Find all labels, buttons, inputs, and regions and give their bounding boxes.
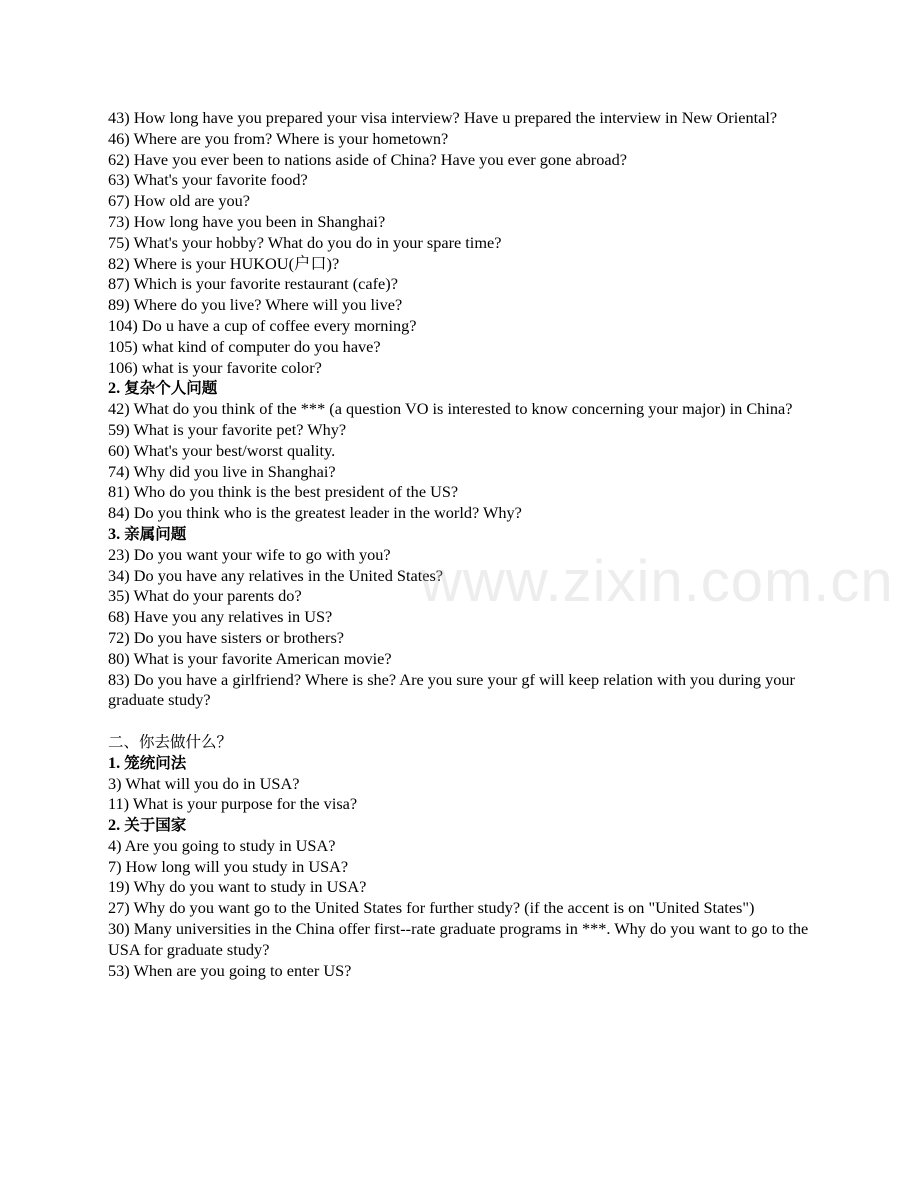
question-line: 63) What's your favorite food? [108, 170, 308, 190]
question-line: 11) What is your purpose for the visa? [108, 794, 358, 814]
question-line: 75) What's your hobby? What do you do in your spare time? [108, 232, 502, 252]
question-line: 60) What's your best/worst quality. [108, 440, 336, 460]
question-line: 74) Why did you live in Shanghai? [108, 461, 336, 481]
question-line: 4) Are you going to study in USA? [108, 835, 336, 855]
question-line: 67) How old are you? [108, 191, 250, 211]
question-line: 7) How long will you study in USA? [108, 856, 349, 876]
subheading-country [108, 815, 820, 836]
question-line: 3) What will you do in USA? [108, 773, 300, 793]
question-list-country [108, 836, 820, 982]
question-line: 87) Which is your favorite restaurant (cafe)? [108, 274, 398, 294]
question-line: 72) Do you have sisters or brothers? [108, 627, 345, 647]
subheading-number: 1. [108, 752, 125, 772]
question-line: 104) Do u have a cup of coffee every morning? [108, 315, 417, 335]
question-line: 46) Where are you from? Where is your hometown? [108, 128, 449, 148]
subheading-text: 笼统问法 [124, 753, 187, 772]
question-line: 80) What is your favorite American movie? [108, 648, 392, 668]
subheading-relatives [108, 524, 820, 545]
subheading-general [108, 753, 820, 774]
question-line: 23) Do you want your wife to go with you? [108, 544, 391, 564]
document-page [108, 108, 820, 981]
question-line: 73) How long have you been in Shanghai? [108, 211, 386, 231]
question-line: 42) What do you think of the *** (a question VO is interested to know concerning your major) in China? [108, 399, 793, 419]
question-line: 43) How long have you prepared your visa interview? Have u prepared the interview in New Oriental? [108, 108, 778, 127]
question-line: 105) what kind of computer do you have? [108, 336, 381, 356]
question-line: 34) Do you have any relatives in the United States? [108, 565, 444, 585]
question-list-personal-simple [108, 108, 820, 378]
watermark: www.zixin.com.cn [420, 549, 894, 614]
question-line: 53) When are you going to enter US? [108, 960, 352, 980]
subheading-number: 3. [108, 523, 125, 543]
question-line: 106) what is your favorite color? [108, 357, 322, 377]
question-line: 89) Where do you live? Where will you live? [108, 295, 403, 315]
question-line: 82) Where is your HUKOU(户口)? [108, 253, 340, 273]
question-line: 84) Do you think who is the greatest leader in the world? Why? [108, 503, 522, 523]
subheading-number: 2. [108, 378, 125, 398]
subheading-complex-personal [108, 378, 820, 399]
question-line: 81) Who do you think is the best president of the US? [108, 482, 459, 502]
subheading-text: 亲属问题 [124, 524, 187, 543]
question-line: 83) Do you have a girlfriend? Where is she? Are you sure your gf will keep relation with you during your graduate study? [108, 669, 795, 710]
question-list-general [108, 774, 820, 816]
question-list-relatives [108, 545, 820, 711]
question-line: 27) Why do you want go to the United States for further study? (if the accent is on "United States") [108, 898, 755, 918]
question-line: 19) Why do you want to study in USA? [108, 877, 367, 897]
section-title: 二、你去做什么？ [108, 732, 233, 751]
question-line: 59) What is your favorite pet? Why? [108, 419, 347, 439]
question-line: 35) What do your parents do? [108, 586, 302, 606]
subheading-number: 2. [108, 815, 125, 835]
question-list-personal-complex [108, 399, 820, 524]
question-line: 62) Have you ever been to nations aside of China? Have you ever gone abroad? [108, 149, 627, 169]
subheading-text: 关于国家 [124, 816, 187, 835]
question-line: 30) Many universities in the China offer first--rate graduate programs in ***. Why do you want to go to the USA for graduate study? [108, 919, 809, 959]
subheading-text: 复杂个人问题 [124, 379, 218, 398]
question-line: 68) Have you any relatives in US? [108, 607, 333, 627]
